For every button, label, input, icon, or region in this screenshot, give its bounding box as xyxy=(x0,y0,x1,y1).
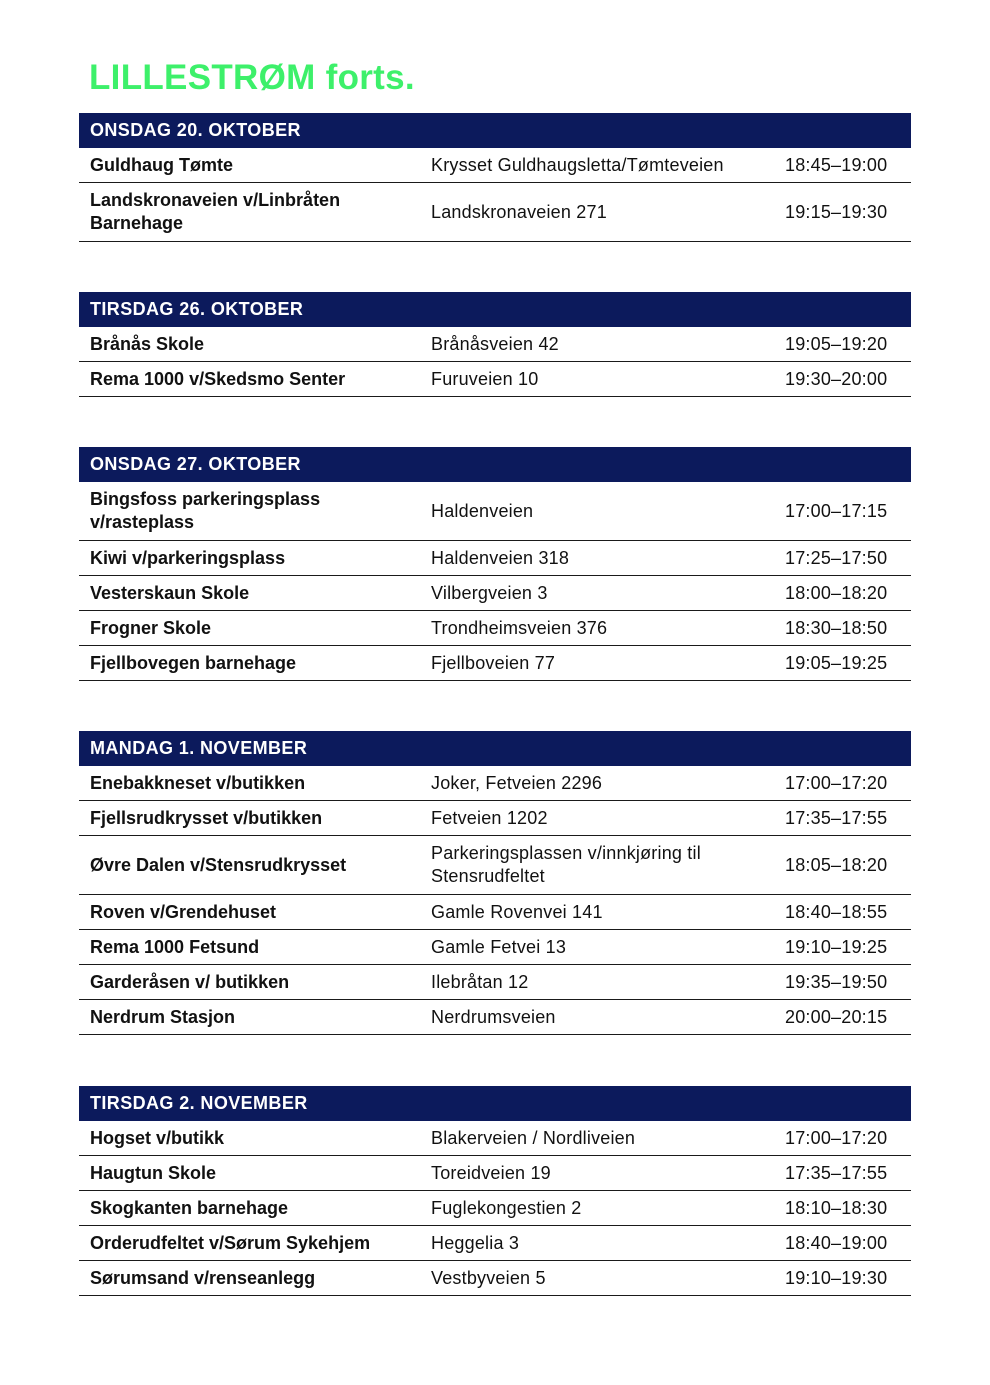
stop-name: Rema 1000 v/Skedsmo Senter xyxy=(90,368,346,389)
stop-row xyxy=(79,541,911,576)
stop-time: 18:45–19:00 xyxy=(785,154,888,175)
stop-name: Bingsfoss parkeringsplass v/rasteplass xyxy=(90,489,321,532)
stop-time: 19:10–19:30 xyxy=(785,1267,888,1288)
day-section xyxy=(79,113,911,242)
stop-time: 20:00–20:15 xyxy=(785,1006,888,1027)
stop-row xyxy=(79,576,911,611)
stop-time: 17:35–17:55 xyxy=(785,1162,888,1183)
stop-name: Kiwi v/parkeringsplass xyxy=(90,547,286,568)
stop-row xyxy=(79,1191,911,1226)
day-section xyxy=(79,1086,911,1296)
stop-time: 19:05–19:20 xyxy=(785,333,888,354)
stop-time: 18:00–18:20 xyxy=(785,582,888,603)
stop-address: Fjellboveien 77 xyxy=(431,652,556,673)
stop-row xyxy=(79,611,911,646)
stop-name: Haugtun Skole xyxy=(90,1162,217,1183)
day-heading: TIRSDAG 2. NOVEMBER xyxy=(79,1086,911,1121)
stop-name: Nerdrum Stasjon xyxy=(90,1006,236,1027)
stop-address: Furuveien 10 xyxy=(431,368,539,389)
page-title: LILLESTRØM forts. xyxy=(89,58,415,97)
stop-name: Landskronaveien v/Linbråten Barnehage xyxy=(90,190,341,233)
stop-name: Fjellsrudkrysset v/butikken xyxy=(90,807,323,828)
stop-address: Landskronaveien 271 xyxy=(431,201,607,222)
stop-name: Sørumsand v/renseanlegg xyxy=(90,1267,316,1288)
day-section xyxy=(79,447,911,681)
stop-name: Brånås Skole xyxy=(90,333,205,354)
day-heading: ONSDAG 27. OKTOBER xyxy=(79,447,911,482)
stop-row xyxy=(79,836,911,895)
stop-address: Haldenveien xyxy=(431,500,534,521)
stop-row xyxy=(79,930,911,965)
stop-row xyxy=(79,327,911,362)
stop-address: Vilbergveien 3 xyxy=(431,582,548,603)
stop-row xyxy=(79,965,911,1000)
stop-row xyxy=(79,646,911,681)
stop-time: 18:10–18:30 xyxy=(785,1197,888,1218)
stop-time: 19:30–20:00 xyxy=(785,368,888,389)
stop-row xyxy=(79,482,911,541)
stop-name: Hogset v/butikk xyxy=(90,1127,225,1148)
stop-time: 17:00–17:20 xyxy=(785,1127,888,1148)
stop-address: Blakerveien / Nordliveien xyxy=(431,1127,636,1148)
stop-address: Trondheimsveien 376 xyxy=(431,617,608,638)
stop-row xyxy=(79,1000,911,1035)
stop-time: 18:40–19:00 xyxy=(785,1232,888,1253)
stop-address: Vestbyveien 5 xyxy=(431,1267,546,1288)
stop-address: Haldenveien 318 xyxy=(431,547,570,568)
stop-time: 18:40–18:55 xyxy=(785,901,888,922)
stop-name: Garderåsen v/ butikken xyxy=(90,971,290,992)
stop-address: Krysset Guldhaugsletta/Tømteveien xyxy=(431,154,724,175)
stop-name: Fjellbovegen barnehage xyxy=(90,652,297,673)
stop-name: Skogkanten barnehage xyxy=(90,1197,289,1218)
stop-address: Heggelia 3 xyxy=(431,1232,520,1253)
day-section xyxy=(79,292,911,397)
stop-address: Gamle Rovenvei 141 xyxy=(431,901,603,922)
stop-address: Nerdrumsveien xyxy=(431,1006,556,1027)
stop-address: Toreidveien 19 xyxy=(431,1162,551,1183)
stop-name: Rema 1000 Fetsund xyxy=(90,936,260,957)
stop-time: 17:35–17:55 xyxy=(785,807,888,828)
day-heading: TIRSDAG 26. OKTOBER xyxy=(79,292,911,327)
stop-name: Vesterskaun Skole xyxy=(90,582,250,603)
day-section xyxy=(79,731,911,1035)
day-heading: ONSDAG 20. OKTOBER xyxy=(79,113,911,148)
stop-address: Fetveien 1202 xyxy=(431,807,548,828)
stop-time: 17:00–17:15 xyxy=(785,500,888,521)
stop-row xyxy=(79,148,911,183)
stop-name: Orderudfeltet v/Sørum Sykehjem xyxy=(90,1232,371,1253)
stop-name: Roven v/Grendehuset xyxy=(90,901,277,922)
stop-name: Enebakkneset v/butikken xyxy=(90,772,306,793)
stop-time: 19:15–19:30 xyxy=(785,201,888,222)
stop-name: Guldhaug Tømte xyxy=(90,154,233,175)
stop-time: 19:35–19:50 xyxy=(785,971,888,992)
stop-row xyxy=(79,895,911,930)
stop-time: 18:05–18:20 xyxy=(785,854,888,875)
stop-row xyxy=(79,766,911,801)
stop-address: Gamle Fetvei 13 xyxy=(431,936,567,957)
stop-row xyxy=(79,1261,911,1296)
stop-time: 17:00–17:20 xyxy=(785,772,888,793)
stop-row xyxy=(79,1121,911,1156)
stop-address: Brånåsveien 42 xyxy=(431,333,559,354)
stop-address: Parkeringsplassen v/innkjøring til Stensrudfeltet xyxy=(431,843,701,886)
stop-time: 19:05–19:25 xyxy=(785,652,888,673)
stop-time: 18:30–18:50 xyxy=(785,617,888,638)
stop-row xyxy=(79,183,911,242)
stop-address: Joker, Fetveien 2296 xyxy=(431,772,603,793)
day-heading: MANDAG 1. NOVEMBER xyxy=(79,731,911,766)
stop-address: Ilebråtan 12 xyxy=(431,971,529,992)
stop-address: Fuglekongestien 2 xyxy=(431,1197,582,1218)
stop-row xyxy=(79,362,911,397)
stop-name: Øvre Dalen v/Stensrudkrysset xyxy=(90,854,347,875)
stop-row xyxy=(79,801,911,836)
stop-time: 19:10–19:25 xyxy=(785,936,888,957)
stop-row xyxy=(79,1156,911,1191)
stop-row xyxy=(79,1226,911,1261)
stop-name: Frogner Skole xyxy=(90,617,212,638)
stop-time: 17:25–17:50 xyxy=(785,547,888,568)
